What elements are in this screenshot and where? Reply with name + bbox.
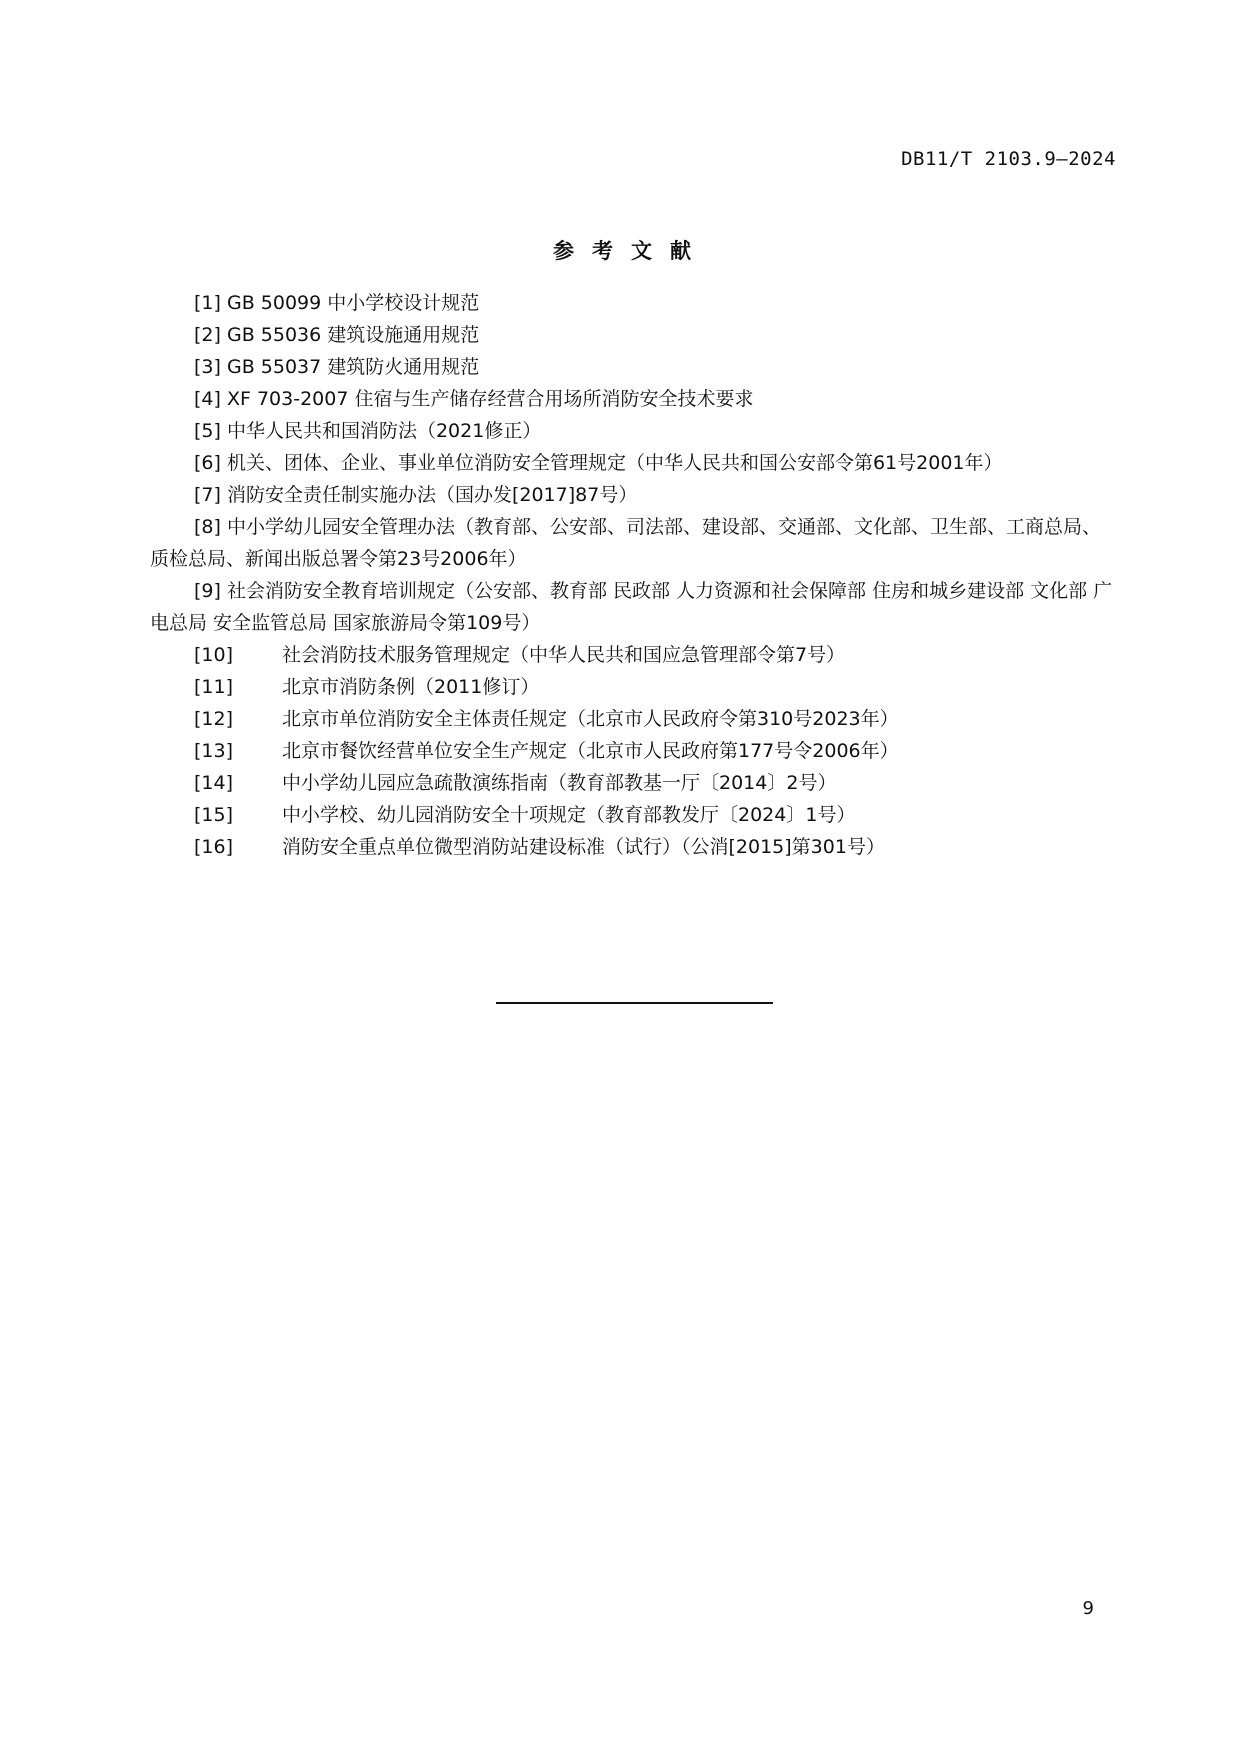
- reference-number: [6]: [194, 452, 221, 474]
- reference-item: [150, 831, 1118, 863]
- reference-text: 中小学幼儿园应急疏散演练指南（教育部教基一厅〔2014〕2号）: [282, 772, 837, 794]
- reference-text: 北京市餐饮经营单位安全生产规定（北京市人民政府第177号令2006年）: [282, 740, 899, 762]
- reference-item: [150, 703, 1118, 735]
- reference-number: [13]: [194, 740, 234, 762]
- reference-text: XF 703-2007 住宿与生产储存经营合用场所消防安全技术要求: [226, 388, 754, 410]
- reference-text: 社会消防技术服务管理规定（中华人民共和国应急管理部令第7号）: [282, 644, 846, 666]
- reference-number: [10]: [194, 644, 234, 666]
- reference-number: [7]: [194, 484, 221, 506]
- reference-number: [16]: [194, 836, 234, 858]
- reference-number: [3]: [194, 356, 221, 378]
- reference-item: [150, 799, 1118, 831]
- end-of-document-rule: [496, 1002, 773, 1004]
- reference-number: [4]: [194, 388, 221, 410]
- reference-text: 中小学校、幼儿园消防安全十项规定（教育部教发厅〔2024〕1号）: [282, 804, 856, 826]
- reference-list: [150, 287, 1118, 863]
- reference-item: [150, 511, 1118, 575]
- reference-item: [150, 671, 1118, 703]
- reference-text: 北京市消防条例（2011修订）: [282, 676, 540, 698]
- reference-text: GB 55037 建筑防火通用规范: [226, 356, 480, 378]
- reference-item: [150, 447, 1118, 479]
- reference-text: 中小学幼儿园安全管理办法（教育部、公安部、司法部、建设部、交通部、文化部、卫生部、工商总局、质检总局、新闻出版总署令第23号2006年）: [150, 516, 1101, 570]
- reference-number: [11]: [194, 676, 234, 698]
- reference-text: GB 50099 中小学校设计规范: [226, 292, 480, 314]
- reference-text: 北京市单位消防安全主体责任规定（北京市人民政府令第310号2023年）: [282, 708, 899, 730]
- reference-number: [1]: [194, 292, 221, 314]
- reference-item: [150, 383, 1118, 415]
- reference-item: [150, 287, 1118, 319]
- reference-item: [150, 319, 1118, 351]
- reference-item: [150, 415, 1118, 447]
- reference-item: [150, 575, 1118, 639]
- reference-number: [5]: [194, 420, 221, 442]
- reference-text: 社会消防安全教育培训规定（公安部、教育部 民政部 人力资源和社会保障部 住房和城乡建设部 文化部 广电总局 安全监管总局 国家旅游局令第109号）: [150, 580, 1113, 634]
- section-title: 参考文献: [553, 239, 709, 263]
- reference-text: GB 55036 建筑设施通用规范: [226, 324, 480, 346]
- reference-number: [9]: [194, 580, 221, 602]
- reference-item: [150, 479, 1118, 511]
- standard-code: DB11/T 2103.9—2024: [901, 148, 1116, 170]
- page-number: 9: [1082, 1598, 1094, 1619]
- reference-item: [150, 351, 1118, 383]
- reference-number: [14]: [194, 772, 234, 794]
- reference-text: 机关、团体、企业、事业单位消防安全管理规定（中华人民共和国公安部令第61号2001年）: [226, 452, 1003, 474]
- reference-item: [150, 639, 1118, 671]
- reference-number: [2]: [194, 324, 221, 346]
- reference-text: 中华人民共和国消防法（2021修正）: [226, 420, 542, 442]
- reference-item: [150, 735, 1118, 767]
- reference-item: [150, 767, 1118, 799]
- reference-number: [12]: [194, 708, 234, 730]
- reference-text: 消防安全重点单位微型消防站建设标准（试行）（公消[2015]第301号）: [282, 836, 885, 858]
- reference-number: [15]: [194, 804, 234, 826]
- reference-number: [8]: [194, 516, 221, 538]
- reference-text: 消防安全责任制实施办法（国办发[2017]87号）: [226, 484, 638, 506]
